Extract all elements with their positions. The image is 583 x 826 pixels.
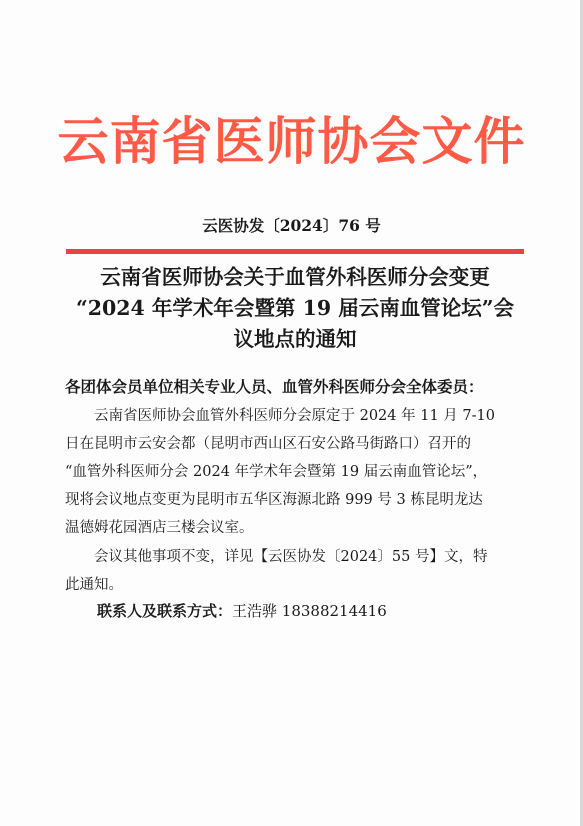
document-number: 云医协发〔2024〕76 号	[202, 216, 381, 235]
contact-value: 王浩骅 18388214416	[232, 602, 387, 620]
notice-title-line: 议地点的通知	[233, 327, 357, 351]
notice-title-line: 云南省医师协会关于血管外科医师分会变更	[100, 265, 490, 289]
body-line: 温德姆花园酒店三楼会议室。	[65, 520, 254, 536]
contact-info	[97, 600, 387, 621]
body-line: 现将会议地点变更为昆明市五华区海源北路 999 号 3 栋昆明龙达	[65, 492, 483, 508]
notice-title	[70, 262, 520, 355]
body-line: 会议其他事项不变，详见【云医协发〔2024〕55 号】文，特	[65, 549, 488, 565]
body-line: “血管外科医师分会 2024 年学术年会暨第 19 届云南血管论坛”，	[65, 464, 488, 480]
document-header-title: 云南省医师协会文件	[57, 112, 526, 172]
body-paragraph-2	[65, 543, 527, 599]
header-divider	[66, 249, 524, 254]
body-paragraph-1	[65, 402, 527, 542]
body-line: 云南省医师协会血管外科医师分会原定于 2024 年 11 月 7-10	[65, 408, 495, 424]
body-line: 此通知。	[65, 577, 123, 593]
addressee: 各团体会员单位相关专业人员、血管外科医师分会全体委员：	[65, 377, 484, 396]
notice-title-line: “2024 年学术年会暨第 19 届云南血管论坛”会	[75, 296, 515, 320]
contact-label: 联系人及联系方式：	[97, 602, 233, 620]
body-line: 日在昆明市云安会都（昆明市西山区石安公路马街路口）召开的	[65, 436, 471, 452]
